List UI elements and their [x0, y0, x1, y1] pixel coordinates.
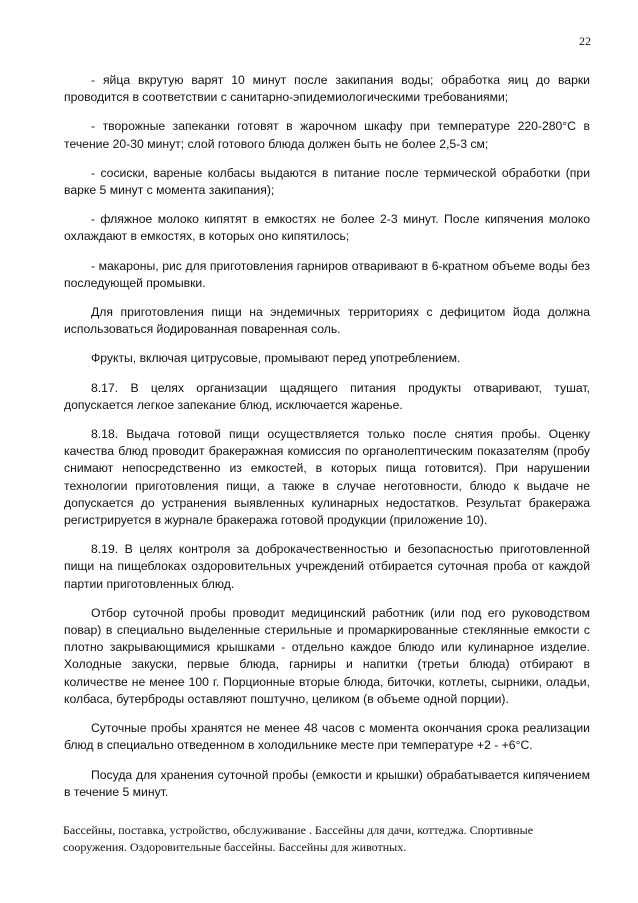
paragraph-sausages: - сосиски, вареные колбасы выдаются в питание после термической обработки (при варке 5 минут с момента закипания); [64, 165, 590, 198]
paragraph-8-19: 8.19. В целях контроля за доброкачественностью и безопасностью приготовленной пищи на пищеблоках оздоровительных учреждений отбирается суточная проба от каждой партии приготовленных блюд. [64, 542, 590, 591]
document-body [64, 72, 590, 813]
paragraph-sample-selection: Отбор суточной пробы проводит медицинский работник (или под его руководством повар) в специально выделенные стерильные и промаркированные стеклянные емкости с плотно закрывающимися крышками - отдельно каждое блюдо или кулинарное изделие. Холодные закуски, первые блюда, гарниры и напитки (третьи блюда) отбирают в количестве не менее 100 г. Порционные вторые блюда, биточки, котлеты, сырники, оладьи, колбаса, бутерброды оставляют поштучно, целиком (в объеме одной порции). [64, 605, 590, 706]
paragraph-pasta-rice: - макароны, рис для приготовления гарниров отваривают в 6-кратном объеме воды без последующей промывки. [64, 258, 590, 290]
footer-ad-text: Бассейны, поставка, устройство, обслуживание . Бассейны для дачи, коттеджа. Спортивные сооружения. Оздоровительные бассейны. Бассейны для животных. [63, 823, 534, 854]
paragraph-8-18: 8.18. Выдача готовой пищи осуществляется только после снятия пробы. Оценку качества блюд проводит бракеражная комиссия по органолептическим показателям (пробу снимают непосредственно из емкостей, в которых пища готовится). При нарушении технологии приготовления пищи, а также в случае неготовности, блюдо к выдаче не допускается до устранения выявленных кулинарных недостатков. Результат бракеража регистрируется в журнале бракеража готовой продукции (приложение 10). [64, 427, 590, 528]
paragraph-iodized-salt: Для приготовления пищи на эндемичных территориях с дефицитом йода должна использоваться йодированная поваренная соль. [64, 305, 590, 337]
paragraph-8-17: 8.17. В целях организации щадящего питания продукты отваривают, тушат, допускается легкое запекание блюд, исключается жаренье. [64, 380, 590, 412]
page-number: 22 [579, 34, 591, 48]
paragraph-milk: - фляжное молоко кипятят в емкостях не более 2-3 минут. После кипячения молоко охлаждают в емкостях, в которых оно кипятилось; [64, 212, 590, 244]
paragraph-dish-processing: Посуда для хранения суточной пробы (емкости и крышки) обрабатывается кипячением в течение 5 минут. [64, 767, 590, 799]
paragraph-sample-storage: Суточные пробы хранятся не менее 48 часов с момента окончания срока реализации блюд в специально отведенном в холодильнике месте при температуре +2 - +6°С. [64, 721, 590, 753]
paragraph-fruits: Фрукты, включая цитрусовые, промывают перед употреблением. [91, 351, 461, 366]
paragraph-casseroles: - творожные запеканки готовят в жарочном шкафу при температуре 220-280°С в течение 20-30 минут; слой готового блюда должен быть не более 2,5-3 см; [64, 119, 590, 151]
paragraph-eggs: - яйца вкрутую варят 10 минут после закипания воды; обработка яиц до варки проводится в соответствии с санитарно-эпидемиологическими требованиями; [64, 73, 590, 105]
